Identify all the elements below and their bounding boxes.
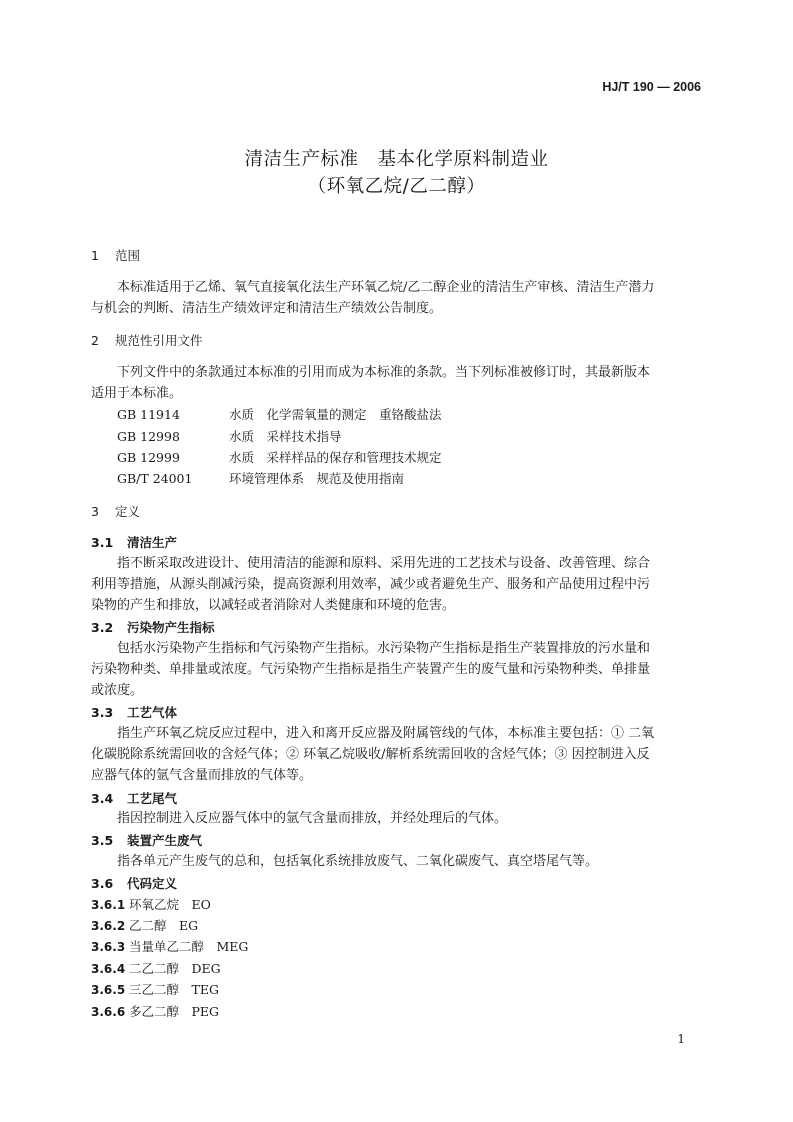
- subsection-title: 装置产生废气: [127, 833, 203, 848]
- section-1-paragraph: [91, 277, 703, 319]
- subsection-number: 3.2: [91, 620, 114, 635]
- reference-item: [117, 448, 442, 466]
- paragraph-line: 本标准适用于乙烯、氧气直接氧化法生产环氧乙烷/乙二醇企业的清洁生产审核、清洁生产潜力: [117, 280, 655, 295]
- paragraph-line: 与机会的判断、清洁生产绩效评定和清洁生产绩效公告制度。: [91, 301, 443, 316]
- subsection-number: 3.1: [91, 535, 114, 550]
- subsection-3-3-paragraph: [91, 723, 703, 786]
- reference-item: [117, 427, 342, 445]
- subsection-title: 工艺气体: [127, 705, 178, 720]
- code-definition-item: [91, 980, 219, 998]
- reference-code: GB 12998: [117, 429, 180, 444]
- paragraph-line: 指生产环氧乙烷反应过程中，进入和离开反应器及附属管线的气体，本标准主要包括：① 二氧: [117, 726, 655, 741]
- section-2-paragraph: [91, 362, 703, 404]
- item-number: 3.6.3: [91, 940, 126, 954]
- paragraph-line: 污染物种类、单排量或浓度。气污染物产生指标是指生产装置产生的废气量和污染物种类、单排量: [91, 662, 651, 677]
- document-title-line2: （环氧乙烷/乙二醇）: [307, 176, 486, 197]
- subsection-title: 清洁生产: [127, 535, 178, 550]
- item-text: 环氧乙烷 EO: [129, 897, 211, 912]
- subsection-3-1-paragraph: [91, 553, 703, 616]
- subsection-number: 3.5: [91, 833, 114, 848]
- section-number: 1: [91, 248, 99, 263]
- paragraph-line: 应器气体的氩气含量而排放的气体等。: [91, 768, 313, 783]
- item-text: 乙二醇 EG: [129, 918, 199, 933]
- section-number: 3: [91, 504, 99, 519]
- item-text: 三乙二醇 TEG: [129, 982, 219, 997]
- reference-item: [117, 405, 442, 423]
- paragraph-line: 化碳脱除系统需回收的含烃气体；② 环氧乙烷吸收/解析系统需回收的含烃气体；③ 因控制进入反: [91, 747, 650, 762]
- subsection-title: 污染物产生指标: [127, 620, 215, 635]
- paragraph-line: 下列文件中的条款通过本标准的引用而成为本标准的条款。当下列标准被修订时，其最新版本: [117, 365, 651, 380]
- document-title-line1: 清洁生产标准 基本化学原料制造业: [244, 149, 549, 170]
- reference-code: GB 11914: [117, 407, 180, 422]
- reference-code: GB 12999: [117, 450, 180, 465]
- code-definition-item: [91, 916, 198, 934]
- reference-code: GB/T 24001: [117, 471, 193, 486]
- paragraph-line: 包括水污染物产生指标和气污染物产生指标。水污染物产生指标是指生产装置排放的污水量和: [117, 641, 651, 656]
- item-number: 3.6.2: [91, 919, 126, 933]
- subsection-number: 3.3: [91, 705, 114, 720]
- item-text: 当量单乙二醇 MEG: [129, 939, 249, 954]
- subsection-3-4-paragraph: [91, 808, 703, 829]
- item-text: 二乙二醇 DEG: [129, 961, 221, 976]
- section-title: 范围: [115, 248, 141, 263]
- section-title: 规范性引用文件: [115, 333, 203, 348]
- standard-code: HJ/T 190 — 2006: [602, 80, 701, 94]
- subsection-3-6-heading: [91, 874, 177, 892]
- reference-title: 水质 采样技术指导: [229, 429, 342, 444]
- item-text: 多乙二醇 PEG: [129, 1004, 220, 1019]
- paragraph-line: 适用于本标准。: [91, 386, 183, 401]
- paragraph-line: 或浓度。: [91, 683, 144, 698]
- paragraph-line: 指因控制进入反应器气体中的氩气含量而排放，并经处理后的气体。: [117, 811, 508, 826]
- section-2-heading: [91, 331, 203, 349]
- subsection-3-1-heading: [91, 533, 177, 551]
- item-number: 3.6.5: [91, 983, 126, 997]
- subsection-3-2-paragraph: [91, 638, 703, 701]
- paragraph-line: 指各单元产生废气的总和，包括氧化系统排放废气、二氧化碳废气、真空塔尾气等。: [117, 854, 599, 869]
- section-3-heading: [91, 502, 140, 520]
- section-number: 2: [91, 333, 99, 348]
- subsection-3-5-paragraph: [91, 851, 703, 872]
- code-definition-item: [91, 1002, 219, 1020]
- item-number: 3.6.4: [91, 962, 126, 976]
- subsection-3-4-heading: [91, 789, 177, 807]
- paragraph-line: 利用等措施，从源头削减污染，提高资源利用效率，减少或者避免生产、服务和产品使用过程中污: [91, 577, 651, 592]
- code-definition-item: [91, 959, 221, 977]
- reference-title: 水质 采样样品的保存和管理技术规定: [229, 450, 442, 465]
- subsection-3-5-heading: [91, 831, 202, 849]
- subsection-number: 3.4: [91, 791, 114, 806]
- section-1-heading: [91, 246, 140, 264]
- subsection-title: 代码定义: [127, 876, 178, 891]
- section-title: 定义: [115, 504, 141, 519]
- reference-item: [117, 469, 404, 487]
- item-number: 3.6.1: [91, 898, 126, 912]
- paragraph-line: 指不断采取改进设计、使用清洁的能源和原料、采用先进的工艺技术与设备、改善管理、综合: [117, 556, 651, 571]
- reference-title: 环境管理体系 规范及使用指南: [229, 471, 405, 486]
- paragraph-line: 染物的产生和排放，以减轻或者消除对人类健康和环境的危害。: [91, 598, 456, 613]
- item-number: 3.6.6: [91, 1005, 126, 1019]
- subsection-number: 3.6: [91, 876, 114, 891]
- reference-title: 水质 化学需氧量的测定 重铬酸盐法: [229, 407, 442, 422]
- page-number: 1: [677, 1032, 685, 1046]
- code-definition-item: [91, 895, 211, 913]
- subsection-3-2-heading: [91, 618, 215, 636]
- subsection-title: 工艺尾气: [127, 791, 178, 806]
- code-definition-item: [91, 937, 248, 955]
- subsection-3-3-heading: [91, 703, 177, 721]
